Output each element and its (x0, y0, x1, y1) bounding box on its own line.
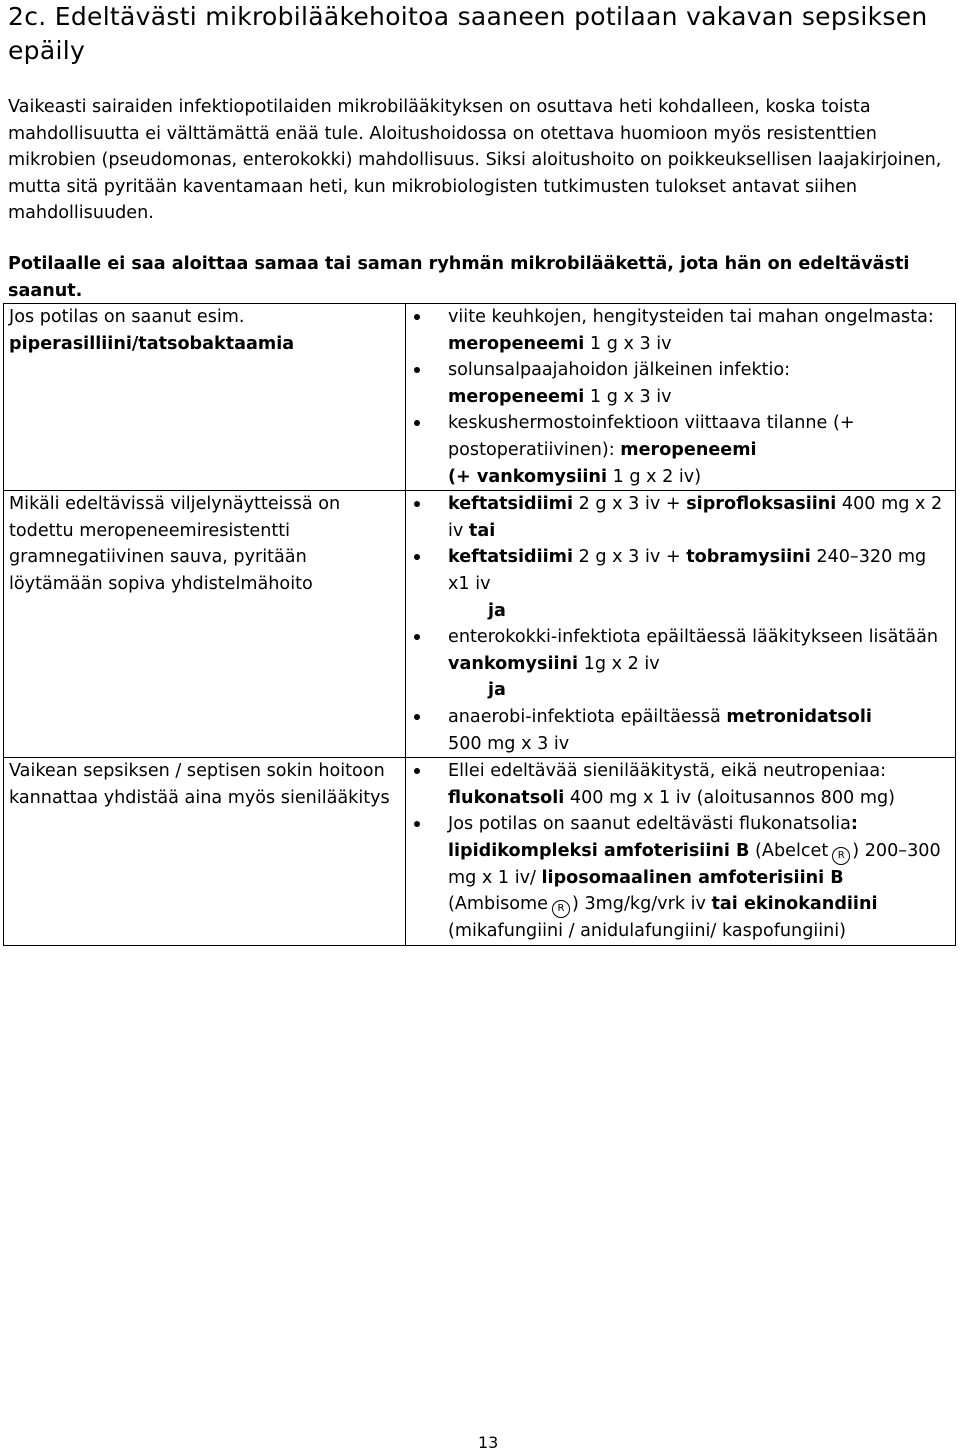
treatment-list (406, 624, 947, 677)
treatment-cell (406, 758, 956, 946)
drug-name: liposomaalinen amfoterisiini B (541, 867, 844, 888)
list-item (448, 624, 947, 677)
drug-name: flukonatsoli (448, 787, 565, 808)
item-text: Jos potilas on saanut edeltävästi flukonatsolia (448, 814, 851, 835)
drug-name: meropeneemi (448, 386, 585, 407)
intro-paragraph: Vaikeasti sairaiden infektiopotilaiden mikrobilääkityksen on osuttava heti kohdalleen, koska toista mahdollisuutta ei välttämättä enää tule. Aloitushoidossa on otettava huomioon myös resistenttien mikrobien (pseudomonas, enterokokki) mahdollisuus. Siksi aloitushoito on poikkeuksellisen laajakirjoinen, mutta sitä pyritään kaventamaan heti, kun mikrobiologisten tutkimusten tulokset antavat siihen mahdollisuuden. (8, 97, 942, 224)
bullet-icon (414, 420, 420, 426)
brand-text: (Abelcet (749, 840, 829, 861)
condition-cell (4, 758, 406, 946)
list-item (448, 357, 947, 410)
item-colon: : (850, 814, 858, 835)
drug-name: siprofloksasiini (686, 494, 837, 515)
list-item (448, 544, 947, 597)
dose-text: 1 g x 2 iv) (606, 466, 702, 487)
treatment-list (406, 304, 947, 490)
condition-text: Mikäli edeltävissä viljelynäytteissä on todettu meropeneemiresistentti gramnegatiivinen sauva, pyritään löytämään sopiva yhdistelmähoito (9, 494, 341, 594)
and-label: ja (488, 680, 506, 701)
bullet-icon (414, 501, 420, 507)
item-text: enterokokki-infektiota epäiltäessä lääkitykseen lisätään (448, 627, 938, 648)
alternatives-text: (mikafungiini / anidulafungiini/ kaspofungiini) (448, 921, 847, 942)
section-title: 2c. Edeltävästi mikrobilääkehoitoa saaneen potilaan vakavan sepsiksen epäily (8, 2, 928, 65)
conjunction: tai (468, 520, 496, 541)
item-text: anaerobi-infektiota epäiltäessä (448, 706, 727, 727)
dose-text: 1 g x 3 iv (584, 386, 672, 407)
condition-cell (4, 304, 406, 491)
list-item (448, 491, 947, 544)
treatment-cell (406, 491, 956, 758)
bullet-icon (414, 768, 420, 774)
drug-name: meropeneemi (448, 333, 585, 354)
dose-text: 400 mg x 2 iv (448, 494, 943, 541)
drug-name: vankomysiini (448, 653, 579, 674)
drug-name: tai ekinokandiini (711, 894, 878, 915)
dose-text: 500 mg x 3 iv (448, 733, 570, 754)
list-item (448, 758, 947, 811)
dose-text: 1 g x 3 iv (584, 333, 672, 354)
bullet-icon (414, 821, 420, 827)
bullet-icon (414, 714, 420, 720)
dose-text: 1g x 2 iv (578, 653, 660, 674)
treatment-list (406, 491, 947, 597)
registered-icon: R (552, 900, 570, 918)
warning-statement: Potilaalle ei saa aloittaa samaa tai saman ryhmän mikrobilääkettä, jota hän on edeltävästi saanut. (8, 254, 910, 301)
item-text: solunsalpaajahoidon jälkeinen infektio: (448, 360, 791, 381)
bullet-icon (414, 634, 420, 640)
drug-name: lipidikompleksi amfoterisiini B (448, 840, 750, 861)
drug-name: (+ vankomysiini (448, 466, 607, 487)
bullet-icon (414, 314, 420, 320)
condition-cell (4, 491, 406, 758)
table-row (4, 304, 956, 491)
dose-text: ) 3mg/kg/vrk iv (572, 894, 712, 915)
dose-text: 240–320 mg x1 iv (448, 547, 927, 594)
table-row (4, 491, 956, 758)
bullet-icon (414, 554, 420, 560)
list-item (448, 704, 947, 757)
drug-name: keftatsidiimi (448, 494, 574, 515)
bullet-icon (414, 367, 420, 373)
list-item (448, 410, 947, 490)
condition-prefix: Jos potilas on saanut esim. (9, 307, 245, 327)
dose-text: ) 200–300 mg x 1 iv/ (448, 840, 941, 888)
dose-text: 2 g x 3 iv + (573, 494, 687, 515)
and-label: ja (488, 600, 506, 621)
item-text: viite keuhkojen, hengitysteiden tai mahan ongelmasta: (448, 307, 934, 327)
brand-text: (Ambisome (448, 894, 548, 915)
page-number: 13 (478, 1433, 499, 1452)
treatment-list (406, 704, 947, 757)
drug-name: metronidatsoli (726, 706, 872, 727)
treatment-cell (406, 304, 956, 491)
dose-text: 400 mg x 1 iv (aloitusannos 800 mg) (564, 787, 896, 808)
drug-name: meropeneemi (620, 439, 757, 460)
registered-icon: R (832, 847, 850, 865)
drug-name: keftatsidiimi (448, 547, 574, 568)
condition-text: Vaikean sepsiksen / septisen sokin hoitoon kannattaa yhdistää aina myös sienilääkitys (9, 761, 390, 808)
item-text: Ellei edeltävää sienilääkitystä, eikä neutropeniaa: (448, 761, 887, 782)
list-item (448, 304, 947, 357)
treatment-list (406, 758, 947, 945)
list-item (448, 811, 947, 945)
table-row (4, 758, 956, 946)
item-text: keskushermostoinfektioon viittaava tilanne (+ postoperatiivinen): (448, 413, 855, 460)
condition-drug: piperasilliini/tatsobaktaamia (9, 333, 295, 354)
drug-name: tobramysiini (686, 547, 811, 568)
treatment-table (3, 303, 956, 946)
dose-text: 2 g x 3 iv + (573, 547, 687, 568)
